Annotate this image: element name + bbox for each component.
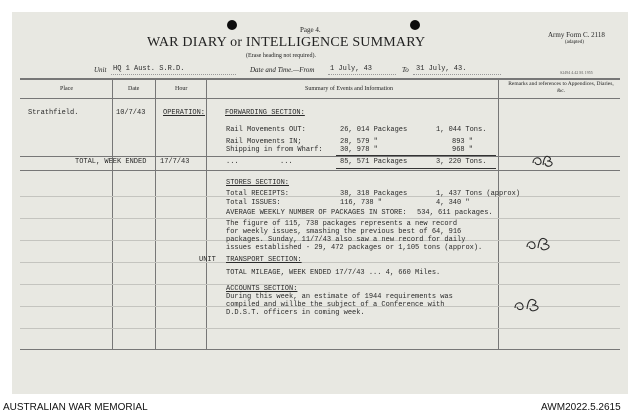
- stores-heading: STORES SECTION:: [226, 179, 290, 187]
- paragraph-line-4: issues established - 29, 472 packages or 1,105 tons (approx).: [226, 244, 483, 252]
- table-header-rule: [20, 98, 620, 99]
- rail-out-packages: 26, 014 Packages: [340, 126, 408, 134]
- print-code: S2494 4.42 M. 1955: [560, 70, 593, 75]
- unit-value: HQ 1 Aust. S.R.D.: [113, 65, 185, 73]
- punch-hole-left: [227, 20, 237, 30]
- accounts-line-1: During this week, an estimate of 1944 requirements was: [226, 293, 453, 301]
- handwritten-initials-2: [524, 234, 556, 252]
- receipts-packages: 38, 318 Packages: [340, 190, 408, 198]
- page-number: Page 4.: [300, 26, 321, 34]
- total-dots-2: ...: [280, 158, 293, 166]
- to-label: To: [402, 66, 409, 74]
- receipts-label: Total RECEIPTS:: [226, 190, 290, 198]
- rail-out-label: Rail Movements OUT:: [226, 126, 306, 134]
- ruled-line: [20, 328, 620, 329]
- accounts-line-3: D.D.S.T. officers in coming week.: [226, 309, 365, 317]
- date-to-value: 31 July, 43.: [416, 65, 467, 73]
- date-from-underline: [328, 74, 396, 75]
- mileage-line: TOTAL MILEAGE, WEEK ENDED 17/7/43 ... 4, 660 Miles.: [226, 269, 441, 277]
- unit-transport-label: UNIT: [199, 256, 216, 264]
- document-title: WAR DIARY or INTELLIGENCE SUMMARY: [147, 35, 426, 50]
- accounts-line-2: compiled and willbe the subject of a Conference with: [226, 301, 445, 309]
- col-header-place: Place: [60, 86, 73, 92]
- shipping-label: Shipping in from Wharf:: [226, 146, 323, 154]
- footer-accession-number: AWM2022.5.2615: [541, 402, 621, 413]
- paragraph-line-1: The figure of 115, 738 packages represents a new record: [226, 220, 458, 228]
- total-label: TOTAL, WEEK ENDED: [75, 158, 147, 166]
- column-divider-2: [155, 79, 156, 349]
- total-tons: 3, 220 Tons.: [436, 158, 487, 166]
- ruled-line: [20, 262, 620, 263]
- column-divider-1: [112, 79, 113, 349]
- receipts-tons: 1, 437 Tons (approx): [436, 190, 521, 198]
- operation-label: OPERATION:: [163, 109, 206, 117]
- column-divider-4: [498, 79, 499, 349]
- punch-hole-right: [410, 20, 420, 30]
- form-adapted-note: (adapted): [565, 40, 584, 45]
- total-double-rule: [336, 168, 496, 169]
- handwritten-initials-3: [512, 294, 546, 314]
- unit-underline: [111, 74, 236, 75]
- handwritten-initials-1: [530, 151, 558, 169]
- place-entry: Strathfield.: [28, 109, 79, 117]
- forwarding-heading: FORWARDING SECTION:: [225, 109, 305, 117]
- table-top-rule: [20, 78, 620, 80]
- issues-packages: 116, 738 ": [340, 199, 383, 207]
- paragraph-line-2: for weekly issues, smashing the previous best of 64, 916: [226, 228, 462, 236]
- issues-tons: 4, 340 ": [436, 199, 470, 207]
- rail-in-packages: 28, 579 ": [340, 138, 378, 146]
- average-value: 534, 611 packages.: [417, 209, 493, 217]
- transport-heading: TRANSPORT SECTION:: [226, 256, 302, 264]
- date-from-value: 1 July, 43: [330, 65, 373, 73]
- date-to-underline: [413, 74, 501, 75]
- column-divider-3: [206, 79, 207, 349]
- table-bottom-rule: [20, 349, 620, 350]
- rail-out-tons: 1, 044 Tons.: [436, 126, 487, 134]
- date-entry: 10/7/43: [116, 109, 146, 117]
- accounts-heading: ACCOUNTS SECTION:: [226, 285, 298, 293]
- ruled-line: [20, 196, 620, 197]
- total-packages: 85, 571 Packages: [340, 158, 408, 166]
- rail-in-label: Rail Movements IN;: [226, 138, 302, 146]
- date-time-label: Date and Time.—From: [250, 66, 315, 74]
- rail-in-tons: 893 ": [452, 138, 474, 146]
- col-header-hour: Hour: [175, 86, 188, 92]
- ruled-line: [20, 218, 620, 219]
- unit-label: Unit: [94, 66, 107, 74]
- shipping-packages: 30, 978 ": [340, 146, 378, 154]
- total-date: 17/7/43: [160, 158, 190, 166]
- sum-rule: [336, 155, 496, 156]
- col-header-remarks: Remarks and references to Appendices, Diaries, &c.: [508, 81, 614, 94]
- total-row-rule-bottom: [20, 170, 620, 171]
- form-reference: Army Form C. 2118: [548, 31, 605, 39]
- paragraph-line-3: packages. Sunday, 11/7/43 also saw a new record for daily: [226, 236, 466, 244]
- shipping-tons: 968 ": [452, 146, 474, 154]
- total-dots-1: ...: [226, 158, 239, 166]
- ruled-line: [20, 284, 620, 285]
- issues-label: Total ISSUES:: [226, 199, 281, 207]
- footer-institution: AUSTRALIAN WAR MEMORIAL: [3, 402, 148, 413]
- average-label: AVERAGE WEEKLY NUMBER OF PACKAGES IN STORE:: [226, 209, 407, 217]
- col-header-date: Date: [128, 86, 140, 92]
- col-header-summary: Summary of Events and Information: [305, 86, 393, 92]
- document-subtitle: (Erase heading not required).: [246, 53, 316, 59]
